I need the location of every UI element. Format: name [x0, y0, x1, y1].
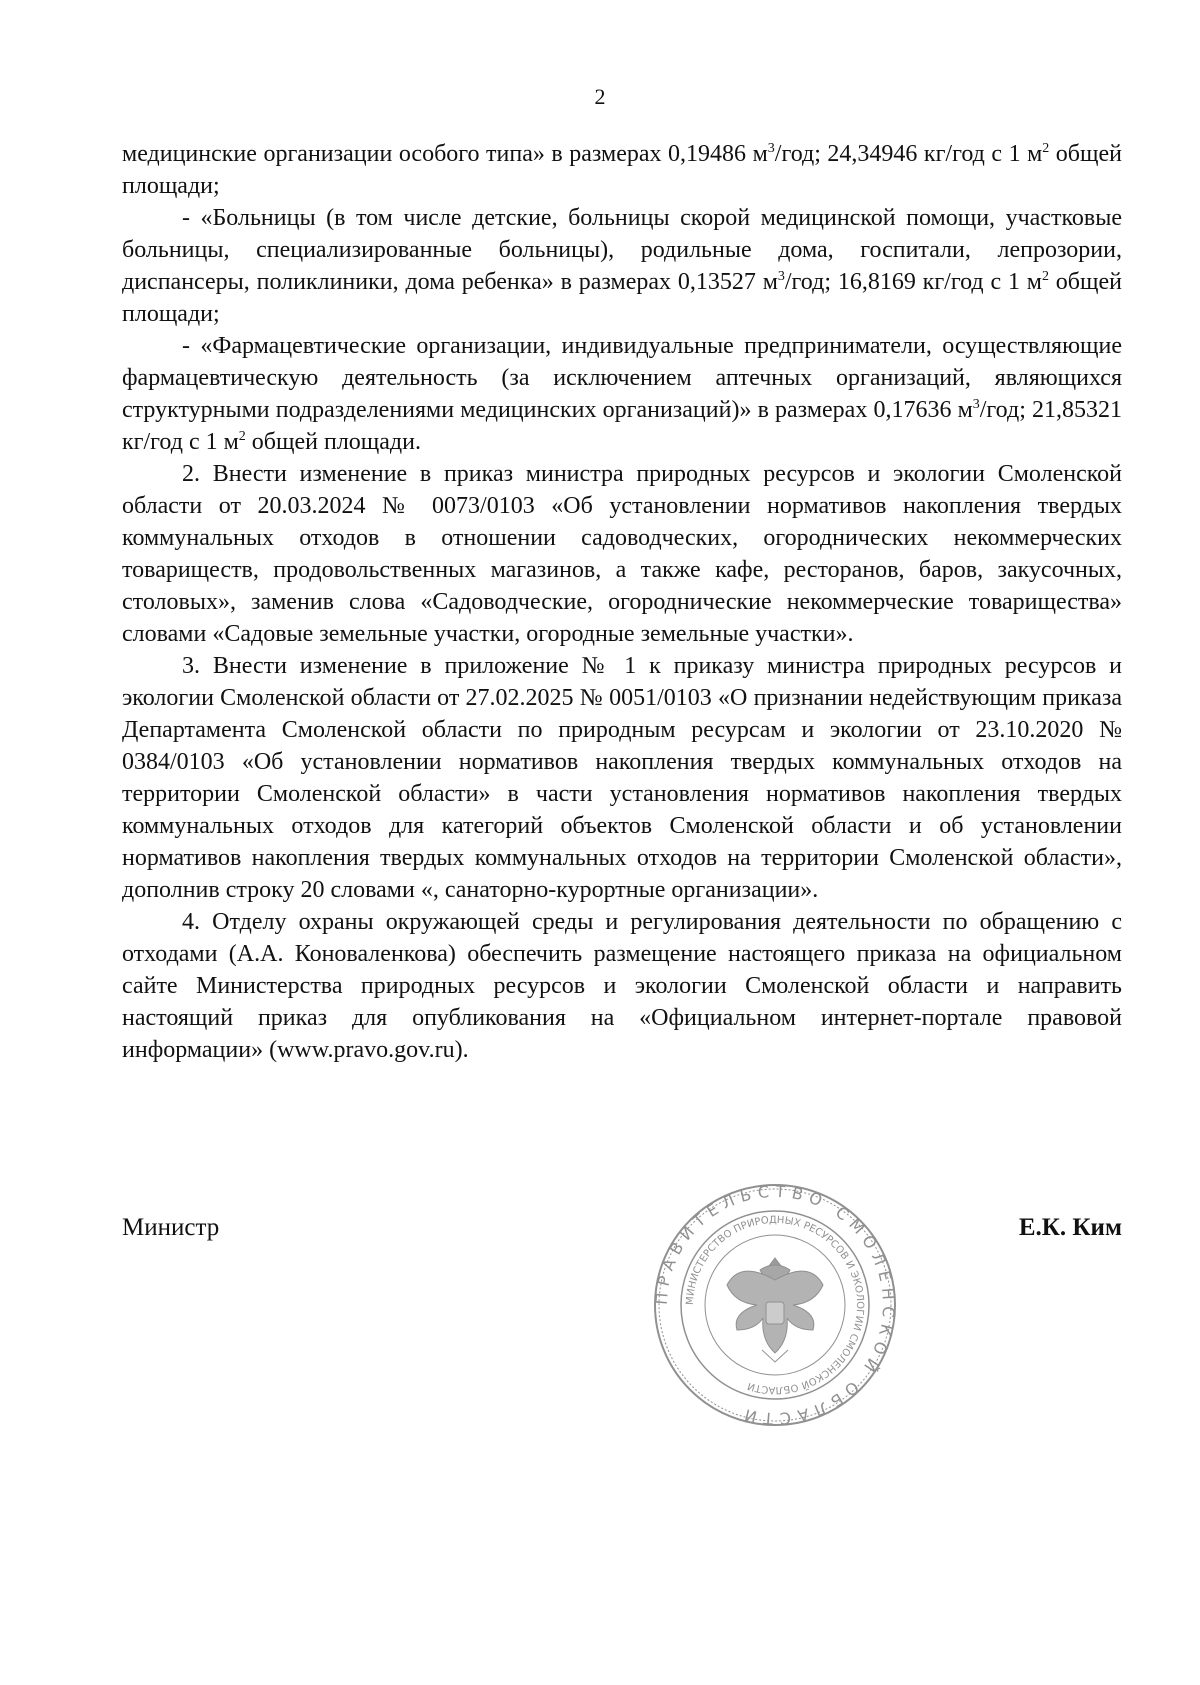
superscript: 3: [972, 397, 980, 412]
paragraph-pharmaceutical: [122, 330, 1122, 458]
document-body: [122, 138, 1122, 1066]
text-run: /год; 21,85321 кг/год с 1 м: [122, 397, 1122, 455]
text-run: 4. Отделу охраны окружающей среды и регулирования деятельности по обращению с отходами (А.А. Коноваленкова) обеспечить размещение настоящего приказа на официальном сайте Министерства природных ресурсов и экологии Смоленской области и направить настоящий приказ для опубликования на «Официальном интернет-портале правовой информации» (www.pravo.gov.ru).: [122, 909, 1122, 1063]
text-run: /год; 16,8169 кг/год с 1 м: [784, 269, 1042, 295]
text-run: медицинские организации особого типа» в размерах 0,19486 м: [122, 141, 768, 167]
text-run: общей площади;: [122, 269, 1122, 327]
seal-outer-text: ПРАВИТЕЛЬСТВО СМОЛЕНСКОЙ ОБЛАСТИ: [651, 1181, 899, 1429]
seal-inner-text: МИНИСТЕРСТВО ПРИРОДНЫХ РЕСУРСОВ И ЭКОЛОГИИ СМОЛЕНСКОЙ ОБЛАСТИ: [684, 1214, 866, 1396]
coat-of-arms-eagle-icon: [727, 1258, 823, 1362]
text-run: 3. Внести изменение в приложение № 1 к приказу министра природных ресурсов и экологии Смоленской области от 27.02.2025 № 0051/0103 «О признании недействующим приказа Департамента Смоленской области по природным ресурсам и экологии от 23.10.2020 № 0384/0103 «Об установлении нормативов накопления твердых коммунальных отходов на территории Смоленской области» в части установления нормативов накопления твердых коммунальных отходов для категорий объектов Смоленской области и об установлении нормативов накопления твердых коммунальных отходов на территории Смоленской области», дополнив строку 20 словами «, санаторно-курортные организации».: [122, 653, 1122, 903]
paragraph-item-3: [122, 650, 1122, 906]
signature-block: [122, 1214, 1122, 1254]
official-seal-stamp: [650, 1180, 900, 1430]
superscript: 2: [1042, 141, 1050, 156]
text-run: 2. Внести изменение в приказ министра природных ресурсов и экологии Смоленской области от 20.03.2024 № 0073/0103 «Об установлении нормативов накопления твердых коммунальных отходов в отношении садоводческих, огороднических некоммерческих товариществ, продовольственных магазинов, а также кафе, ресторанов, баров, закусочных, столовых», заменив слова «Садоводческие, огороднические некоммерческие товарищества» словами «Садовые земельные участки, огородные земельные участки».: [122, 461, 1122, 647]
page-number: 2: [594, 84, 606, 109]
text-run: общей площади;: [122, 141, 1122, 199]
paragraph-item-2: [122, 458, 1122, 650]
superscript: 2: [238, 429, 246, 444]
superscript: 3: [767, 141, 775, 156]
paragraph-continuation: [122, 138, 1122, 202]
text-run: - «Фармацевтические организации, индивидуальные предприниматели, осуществляющие фармацевтическую деятельность (за исключением аптечных организаций, являющихся структурными подразделениями медицинских организаций)» в размерах 0,17636 м: [122, 333, 1122, 423]
signatory-name: Е.К. Ким: [1018, 1214, 1122, 1241]
text-run: общей площади.: [245, 429, 421, 455]
text-run: - «Больницы (в том числе детские, больницы скорой медицинской помощи, участковые больницы, специализированные больницы), родильные дома, госпитали, лепрозории, диспансеры, поликлиники, дома ребенка» в размерах 0,13527 м: [122, 205, 1122, 295]
text-run: /год; 24,34946 кг/год с 1 м: [774, 141, 1043, 167]
signatory-title: Министр: [122, 1214, 220, 1241]
paragraph-hospitals: [122, 202, 1122, 330]
superscript: 3: [777, 269, 785, 284]
superscript: 2: [1041, 269, 1049, 284]
paragraph-item-4: [122, 906, 1122, 1066]
